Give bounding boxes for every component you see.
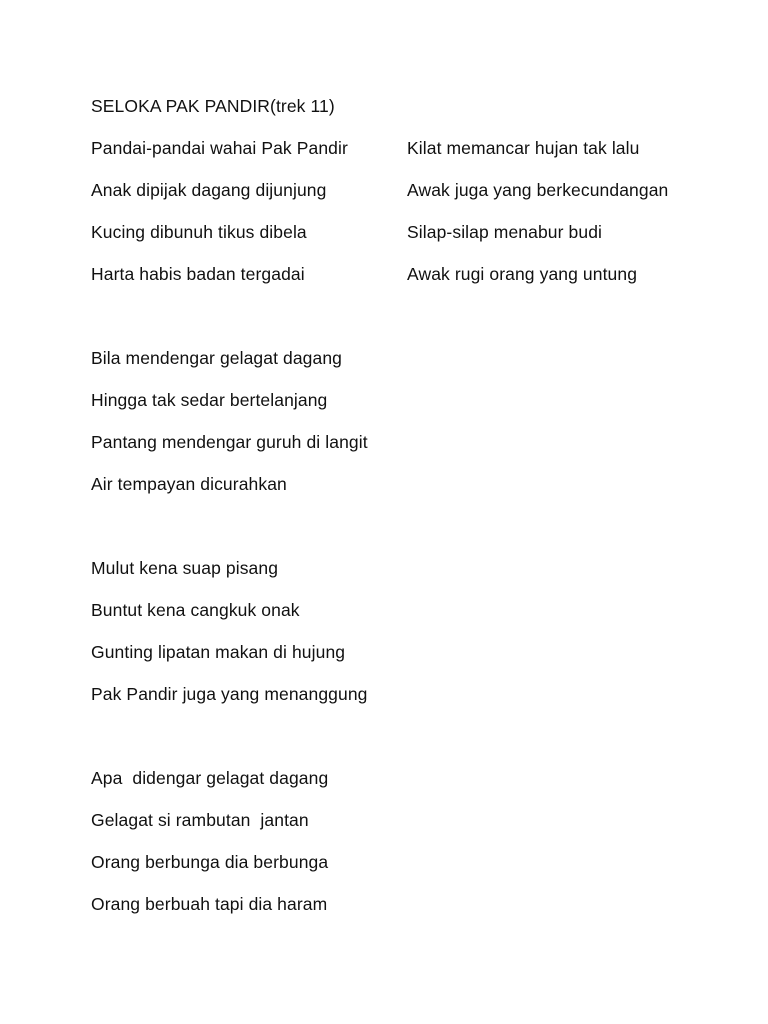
stanza3-line-4: Pak Pandir juga yang menanggung <box>91 684 368 704</box>
stanza1-left-line-3: Kucing dibunuh tikus dibela <box>91 222 307 242</box>
stanza4-line-2: Gelagat si rambutan jantan <box>91 810 309 830</box>
stanza3-line-3: Gunting lipatan makan di hujung <box>91 642 346 662</box>
stanza2-line-4: Air tempayan dicurahkan <box>91 474 287 494</box>
stanza1-left-line-1: Pandai-pandai wahai Pak Pandir <box>91 138 348 158</box>
stanza3-line-1: Mulut kena suap pisang <box>91 558 279 578</box>
stanza1-right-line-3: Silap-silap menabur budi <box>407 222 603 242</box>
stanza4-line-1: Apa didengar gelagat dagang <box>91 768 329 788</box>
stanza1-right-line-2: Awak juga yang berkecundangan <box>407 180 669 200</box>
poem-title: SELOKA PAK PANDIR(trek 11) <box>91 96 335 116</box>
stanza1-right-line-4: Awak rugi orang yang untung <box>407 264 638 284</box>
stanza1-right-line-1: Kilat memancar hujan tak lalu <box>407 138 640 158</box>
stanza4-line-4: Orang berbuah tapi dia haram <box>91 894 328 914</box>
stanza3-line-2: Buntut kena cangkuk onak <box>91 600 300 620</box>
stanza2-line-3: Pantang mendengar guruh di langit <box>91 432 368 452</box>
stanza2-line-1: Bila mendengar gelagat dagang <box>91 348 343 368</box>
stanza2-line-2: Hingga tak sedar bertelanjang <box>91 390 328 410</box>
stanza4-line-3: Orang berbunga dia berbunga <box>91 852 329 872</box>
stanza1-left-line-2: Anak dipijak dagang dijunjung <box>91 180 327 200</box>
stanza1-left-line-4: Harta habis badan tergadai <box>91 264 305 284</box>
